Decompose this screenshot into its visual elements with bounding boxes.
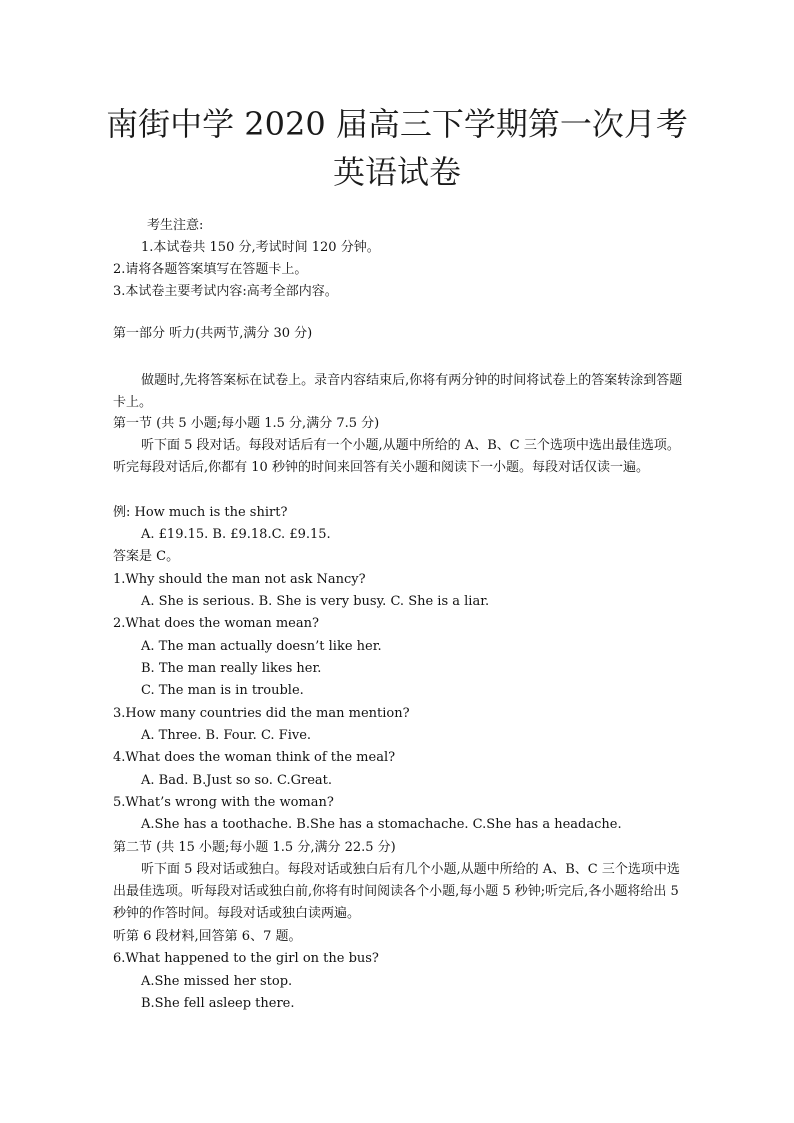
- question-1: 1.Why should the man not ask Nancy?: [113, 572, 366, 587]
- section1-heading: 第一节 (共 5 小题;每小题 1.5 分,满分 7.5 分): [113, 416, 380, 431]
- question-2: 2.What does the woman mean?: [113, 616, 319, 631]
- section2-heading: 第二节 (共 15 小题;每小题 1.5 分,满分 22.5 分): [113, 840, 396, 855]
- notice-item-2: 2.请将各题答案填写在答题卡上。: [113, 262, 308, 277]
- exam-title: 南街中学 2020 届高三下学期第一次月考: [106, 105, 688, 143]
- example-answer: 答案是 C。: [113, 549, 180, 564]
- section2-instruction: 听下面 5 段对话或独白。每段对话或独白后有几个小题,从题中所给的 A、B、C 三个选项中选出最佳选项。听每段对话或独白前,你将有时间阅读各个小题,每小题 5 秒钟;听完后,各小题将给出 5 秒钟的作答时间。每段对话或独白读两遍。: [113, 862, 680, 921]
- question-5-options: A.She has a toothache. B.She has a stomachache. C.She has a headache.: [141, 817, 622, 832]
- section1-instruction: 听下面 5 段对话。每段对话后有一个小题,从题中所给的 A、B、C 三个选项中选出最佳选项。听完每段对话后,你都有 10 秒钟的时间来回答有关小题和阅读下一小题。每段对话仅读一遍。: [113, 438, 680, 475]
- question-3: 3.How many countries did the man mention?: [113, 706, 410, 721]
- notice-item-1: 1.本试卷共 150 分,考试时间 120 分钟。: [141, 240, 380, 255]
- question-4: 4.What does the woman think of the meal?: [113, 750, 396, 765]
- example-options: A. £19.15. B. £9.18.C. £9.15.: [141, 527, 331, 542]
- material-6-instruction: 听第 6 段材料,回答第 6、7 题。: [113, 929, 302, 944]
- notice-item-3: 3.本试卷主要考试内容:高考全部内容。: [113, 284, 338, 299]
- example-question: 例: How much is the shirt?: [113, 505, 288, 520]
- question-4-options: A. Bad. B.Just so so. C.Great.: [141, 773, 333, 788]
- question-2-option-a: A. The man actually doesn’t like her.: [141, 639, 382, 654]
- question-6: 6.What happened to the girl on the bus?: [113, 951, 379, 966]
- question-6-option-b: B.She fell asleep there.: [141, 996, 295, 1011]
- part1-instruction: 做题时,先将答案标在试卷上。录音内容结束后,你将有两分钟的时间将试卷上的答案转涂到答题卡上。: [113, 373, 683, 410]
- question-3-options: A. Three. B. Four. C. Five.: [141, 728, 312, 743]
- question-2-option-b: B. The man really likes her.: [141, 661, 322, 676]
- part1-heading: 第一部分 听力(共两节,满分 30 分): [113, 326, 313, 341]
- exam-subtitle: 英语试卷: [332, 153, 461, 191]
- question-1-options: A. She is serious. B. She is very busy. C. She is a liar.: [141, 594, 490, 609]
- notice-heading: 考生注意:: [147, 218, 204, 233]
- question-5: 5.What’s wrong with the woman?: [113, 795, 334, 810]
- question-6-option-a: A.She missed her stop.: [141, 974, 293, 989]
- question-2-option-c: C. The man is in trouble.: [141, 683, 304, 698]
